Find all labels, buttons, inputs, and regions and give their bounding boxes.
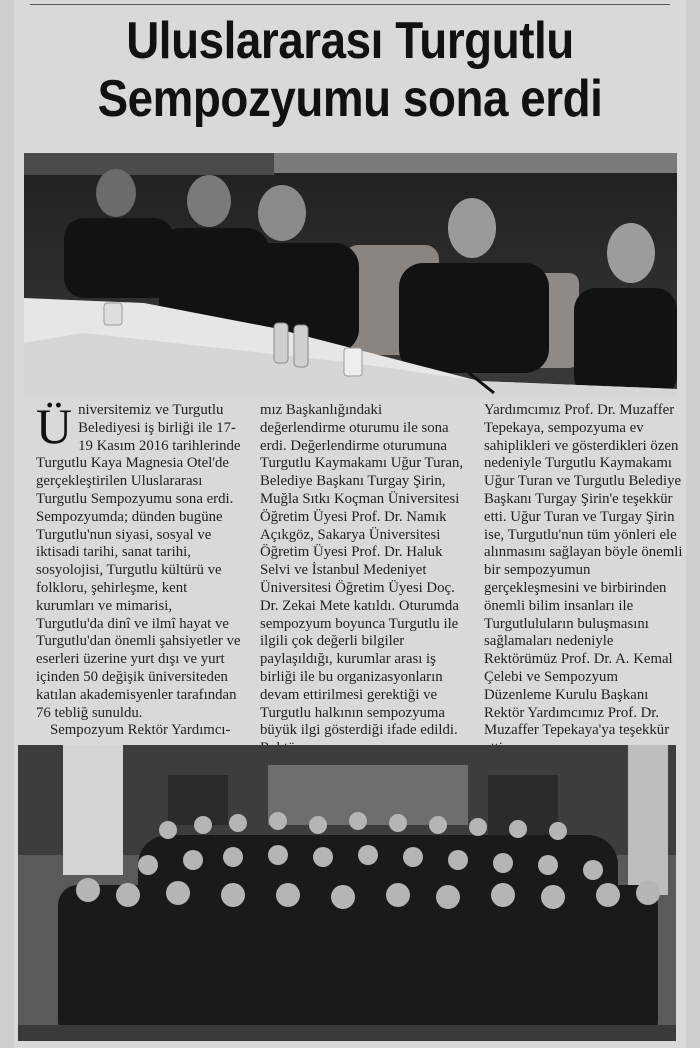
article-column-2 [260, 402, 466, 758]
article-paragraph [484, 402, 688, 758]
article-paragraph [36, 398, 242, 722]
page-edge-right [686, 0, 700, 1048]
group-photo [18, 745, 676, 1041]
article-column-1 [36, 398, 242, 740]
panel-photo-illustration [24, 153, 677, 397]
page-edge-left [0, 0, 14, 1048]
group-photo-illustration [18, 745, 676, 1041]
column-1-continuation: Sempozyum Rektör Yardımcı- [50, 722, 231, 739]
column-3-text: Yardımcımız Prof. Dr. Muzaffer Tepekaya, sempozyuma ev sahiplikleri ve gösterdikleri özen nedeniyle Turgutlu Kaymakamı Uğur Turan ve Turgutlu Belediye Başkanı Turgay Şirin'e teşekkür etti. Uğur Turan ve Turgay Şirin ise, Turgutlu'nun tüm yönleri ele alınmasını sağlayan böyle önemli bir sempozyumun gerçekleşmesini ve birbirinden önemli bilim insanları ile Turgutluluların buluşmasını sağlamaları nedeniyle Rektörümüz Prof. Dr. A. Kemal Çelebi ve Sempozyum Düzenleme Kurulu Başkanı Rektör Yardımcımız Prof. Dr. Muzaffer Tepekaya'ya teşekkür [484, 402, 683, 739]
article-paragraph [36, 722, 242, 740]
drop-cap: Ü [36, 398, 73, 454]
column-1-text: niversitemiz ve Turgutlu Belediyesi iş birliği ile 17-19 Kasım 2016 tarihlerinde Turgutlu Kaya Magnesia Otel'de gerçekleştirilen Uluslararası Turgutlu Sempozyumu sona erdi. Sempozyumda; dünden bugüne Turgutlu'nun siyasi, sosyal ve iktisadi tarihi, sanat tarihi, sosyolojisi, Turgutlu kültürü ve folkloru, şehirleşme, kent kurumları ve mimarisi, Turgutlu'da dinî ve ilmî hayat ve Turgutlu'dan önemli şahsiyetler ve eserleri üzerine yurt dışı ve yurt içinden 50 değişik üniversiteden katılan akademisyenler tarafından 76 tebliğ sunuldu. [36, 402, 241, 721]
article-column-3 [484, 402, 688, 776]
panel-photo [24, 153, 677, 397]
column-2-text: mız Başkanlığındaki değerlendirme oturumu ile sona erdi. Değerlendirme oturumuna Turgutlu Kaymakamı Uğur Turan, Belediye Başkanı Turgay Şirin, Muğla Sıtkı Koçman Üniversitesi Öğretim Üyesi Prof. Dr. Namık Açıkgöz, Sakarya Üniversitesi Öğretim Üyesi Prof. Dr. Haluk Selvi ve İstanbul Medeniyet Üniversitesi Öğretim Üyesi Doç. Dr. Zekai Mete katıldı. Oturumda sempozyum boyunca Turgutlu ile ilgili çok değerli bilgiler paylaşıldığı, kurumlar arası iş birliği ile bu organizasyonların devam ettirilmesi gerektiği ve Turgutlu halkının sempozyuma büyük ilgi gösterdiği ifade edildi. [260, 402, 464, 739]
top-rule [30, 4, 670, 5]
headline [54, 12, 645, 128]
headline-line-1: Uluslararası Turgutlu [126, 12, 574, 70]
headline-line-2: Sempozyumu sona erdi [97, 70, 603, 128]
article-paragraph [260, 402, 466, 758]
